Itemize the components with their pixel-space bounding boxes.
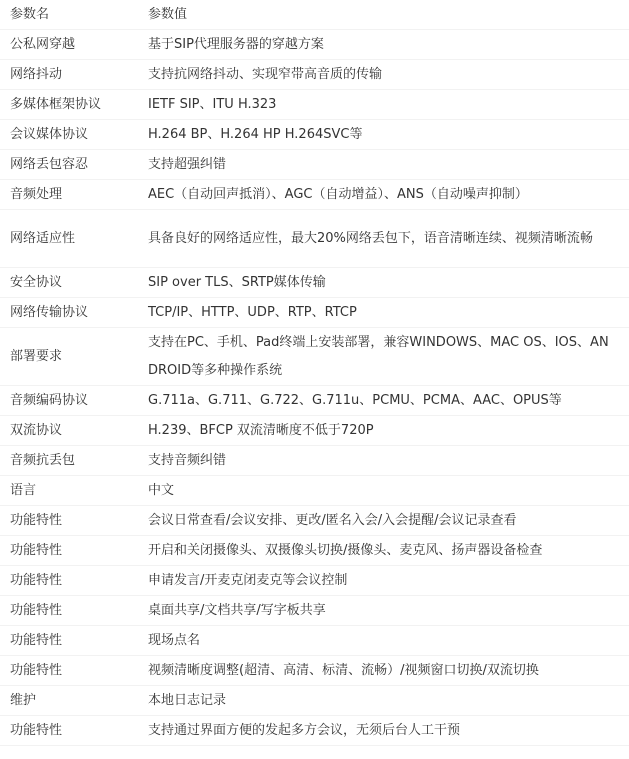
table-row — [0, 120, 629, 150]
param-name: 网络传输协议 — [10, 304, 89, 320]
param-name: 部署要求 — [10, 348, 63, 364]
param-value: 基于SIP代理服务器的穿越方案 — [148, 36, 324, 52]
param-value: 申请发言/开麦克闭麦克等会议控制 — [148, 572, 348, 588]
param-name: 维护 — [10, 692, 37, 708]
param-name: 网络适应性 — [10, 230, 76, 246]
table-row — [0, 536, 629, 566]
param-name: 网络丢包容忍 — [10, 156, 89, 172]
param-value: SIP over TLS、SRTP媒体传输 — [148, 274, 326, 290]
param-name: 语言 — [10, 482, 37, 498]
param-value: H.264 BP、H.264 HP H.264SVC等 — [148, 126, 363, 142]
param-value: 现场点名 — [148, 632, 201, 648]
table-row — [0, 446, 629, 476]
param-name: 功能特性 — [10, 512, 63, 528]
table-row — [0, 656, 629, 686]
param-name: 双流协议 — [10, 422, 63, 438]
table-row — [0, 596, 629, 626]
param-name: 功能特性 — [10, 662, 63, 678]
param-name: 公私网穿越 — [10, 36, 76, 52]
param-name: 安全协议 — [10, 274, 63, 290]
param-name: 功能特性 — [10, 722, 63, 738]
param-name: 功能特性 — [10, 572, 63, 588]
param-name: 功能特性 — [10, 602, 63, 618]
table-row — [0, 686, 629, 716]
param-value: H.239、BFCP 双流清晰度不低于720P — [148, 422, 374, 438]
param-name: 音频处理 — [10, 186, 63, 202]
table-row — [0, 150, 629, 180]
param-name: 多媒体框架协议 — [10, 96, 102, 112]
param-value: AEC（自动回声抵消）、AGC（自动增益）、ANS（自动噪声抑制） — [148, 186, 528, 202]
param-value: 开启和关闭摄像头、双摄像头切换/摄像头、麦克风、扬声器设备检查 — [148, 542, 543, 558]
table-row — [0, 416, 629, 446]
param-name: 会议媒体协议 — [10, 126, 89, 142]
param-name: 网络抖动 — [10, 66, 63, 82]
param-name: 功能特性 — [10, 542, 63, 558]
param-value: 本地日志记录 — [148, 692, 227, 708]
header-param-name: 参数名 — [10, 6, 50, 22]
table-row — [0, 386, 629, 416]
param-value: 支持超强纠错 — [148, 156, 227, 172]
table-row — [0, 30, 629, 60]
param-name: 音频抗丢包 — [10, 452, 76, 468]
table-header-row — [0, 0, 629, 30]
param-value: 桌面共享/文档共享/写字板共享 — [148, 602, 326, 618]
table-row — [0, 210, 629, 268]
table-row — [0, 298, 629, 328]
header-param-value: 参数值 — [148, 6, 188, 22]
table-row — [0, 268, 629, 298]
table-row — [0, 566, 629, 596]
table-row — [0, 626, 629, 656]
param-value: 支持在PC、手机、Pad终端上安装部署，兼容WINDOWS、MAC OS、IOS、ANDROID等多种操作系统 — [148, 334, 609, 378]
param-value: IETF SIP、ITU H.323 — [148, 96, 277, 112]
param-name: 音频编码协议 — [10, 392, 89, 408]
param-value: 支持抗网络抖动、实现窄带高音质的传输 — [148, 66, 383, 82]
param-value: G.711a、G.711、G.722、G.711u、PCMU、PCMA、AAC、OPUS等 — [148, 392, 562, 408]
param-value: TCP/IP、HTTP、UDP、RTP、RTCP — [148, 304, 357, 320]
param-value: 支持通过界面方便的发起多方会议，无须后台人工干预 — [148, 722, 461, 738]
table-row — [0, 90, 629, 120]
param-value: 会议日常查看/会议安排、更改/匿名入会/入会提醒/会议记录查看 — [148, 512, 517, 528]
param-value: 视频清晰度调整(超清、高清、标清、流畅）/视频窗口切换/双流切换 — [148, 662, 539, 678]
table-row — [0, 328, 629, 386]
param-value: 支持音频纠错 — [148, 452, 227, 468]
table-row — [0, 506, 629, 536]
param-value: 具备良好的网络适应性，最大20%网络丢包下，语音清晰连续、视频清晰流畅 — [148, 230, 593, 246]
table-row — [0, 716, 629, 746]
param-value: 中文 — [148, 482, 175, 498]
table-row — [0, 476, 629, 506]
param-name: 功能特性 — [10, 632, 63, 648]
table-row — [0, 60, 629, 90]
table-row — [0, 180, 629, 210]
